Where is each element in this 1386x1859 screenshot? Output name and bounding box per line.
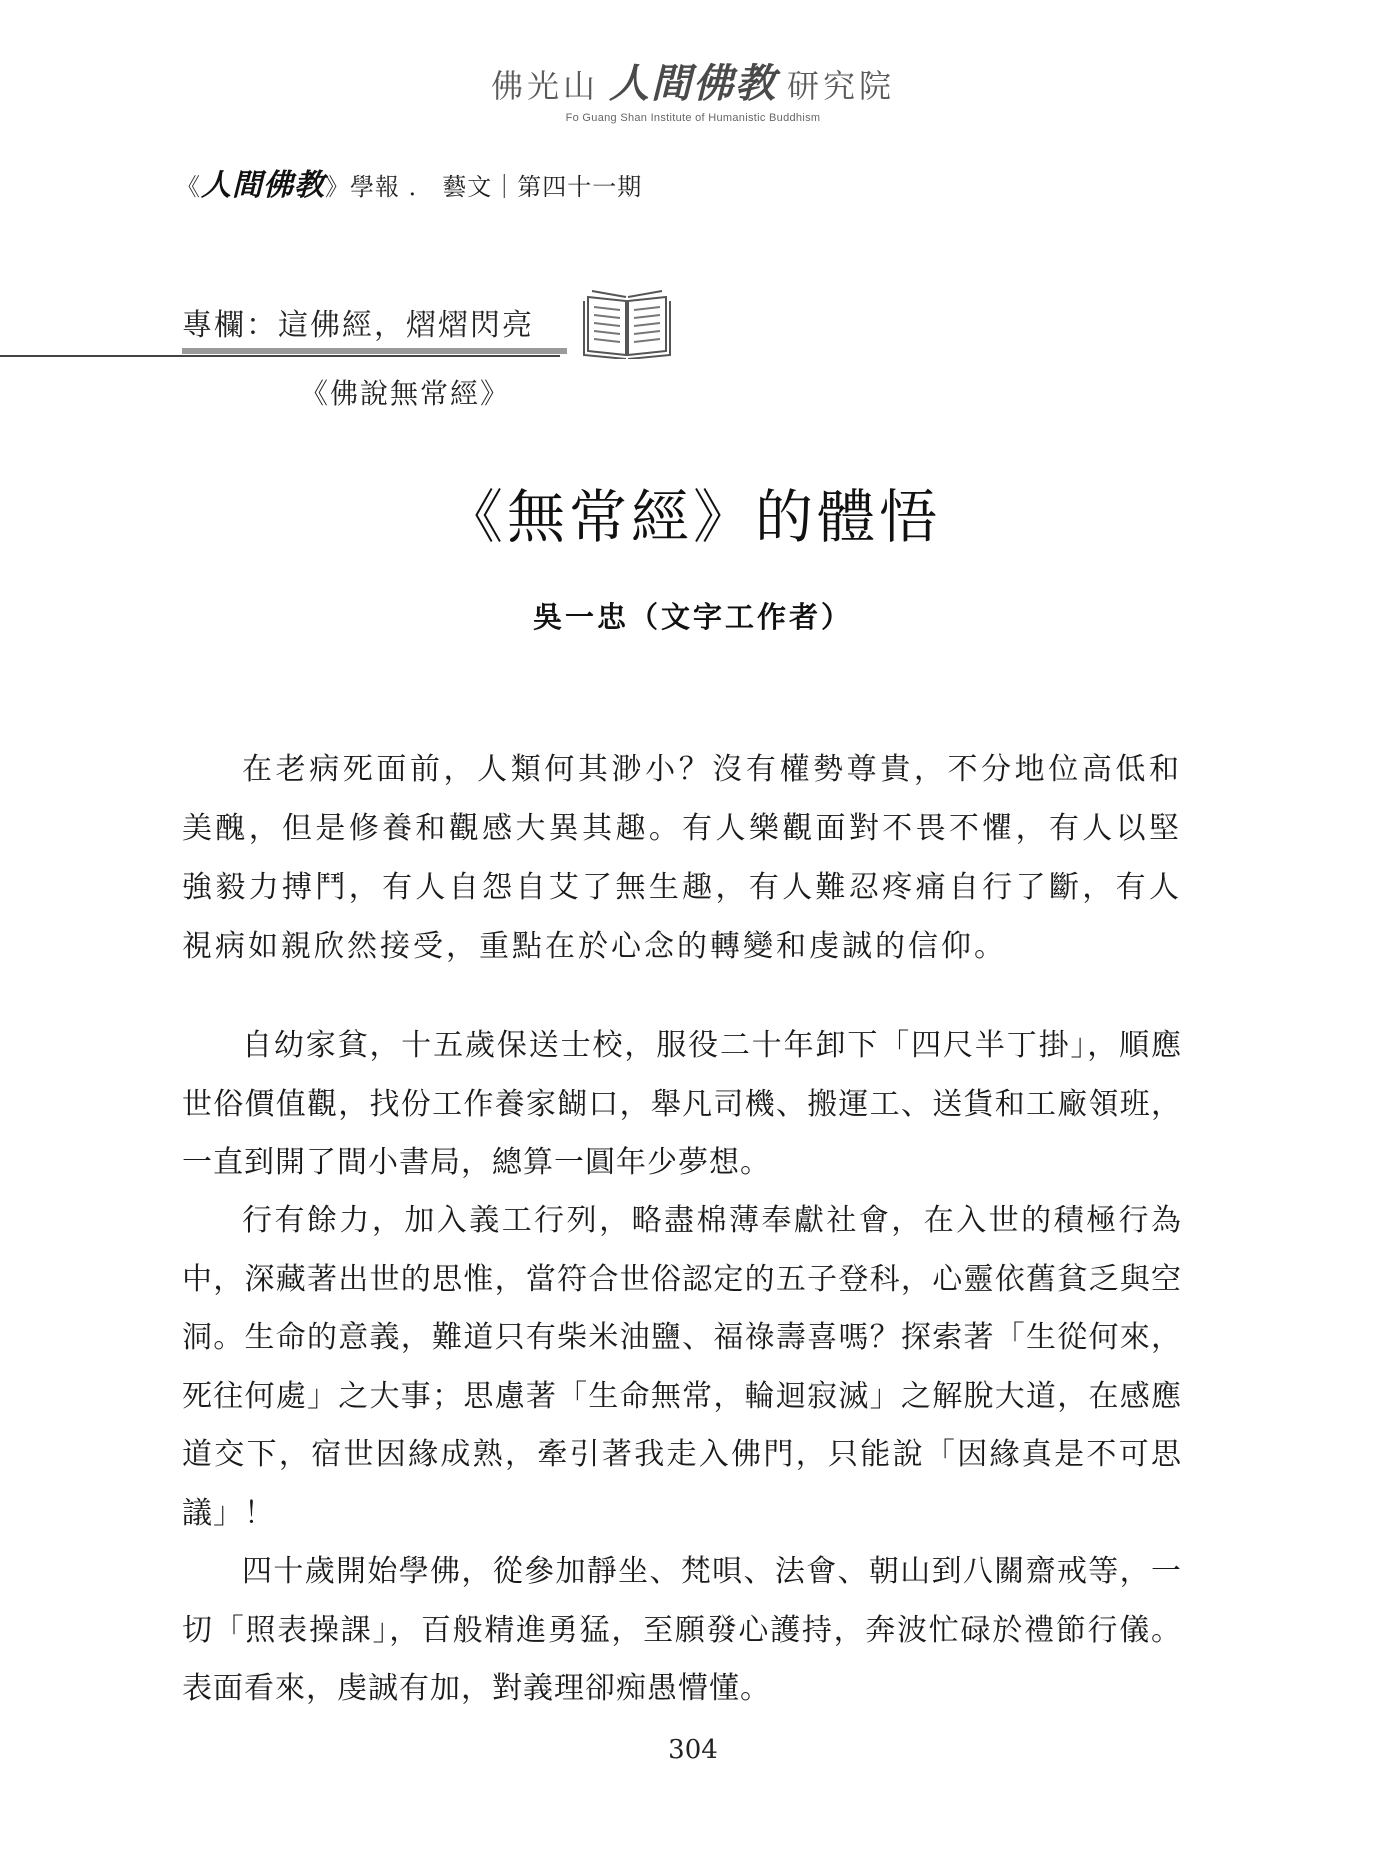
article-title: 《無常經》的體悟: [444, 483, 941, 551]
running-header-open: 《: [176, 173, 201, 201]
running-header: [176, 160, 642, 204]
journal-calligraphy-name: 人間佛教: [201, 168, 325, 203]
open-book-icon: [582, 285, 672, 359]
column-underline: [182, 348, 567, 354]
institute-suffix: 研究院: [787, 67, 896, 105]
column-title: 專欄：這佛經，熠熠閃亮: [182, 308, 534, 343]
article-author: 吳一忠（文字工作者）: [532, 600, 853, 634]
institute-logo: [0, 60, 1386, 124]
institute-calligraphy-name: 人間佛教: [609, 60, 777, 107]
institute-english-name: Fo Guang Shan Institute of Humanistic Buddhism: [565, 112, 821, 124]
paragraph-volunteer: 行有餘力，加入義工行列，略盡棉薄奉獻社會，在入世的積極行為中，深藏著出世的思惟，當符合世俗認定的五子登科，心靈依舊貧乏與空洞。生命的意義，難道只有柴米油鹽、福祿壽喜嗎？探索著「生從何來，死往何處」之大事；思慮著「生命無常，輪迴寂滅」之解脫大道，在感應道交下，宿世因緣成熟，牽引著我走入佛門，只能說「因緣真是不可思議」！: [182, 1203, 1182, 1531]
paragraph-learning-buddhism: 四十歲開始學佛，從參加靜坐、梵唄、法會、朝山到八關齋戒等，一切「照表操課」，百般精進勇猛，至願發心護持，奔波忙碌於禮節行儀。表面看來，虔誠有加，對義理卻痴愚懵懂。: [182, 1554, 1182, 1706]
paragraph-intro: 在老病死面前，人類何其渺小？沒有權勢尊貴，不分地位高低和美醜，但是修養和觀感大異其趣。有人樂觀面對不畏不懼，有人以堅強毅力搏鬥，有人自怨自艾了無生趣，有人難忍疼痛自行了斷，有人視病如親欣然接受，重點在於心念的轉變和虔誠的信仰。: [182, 752, 1182, 964]
column-rule: [0, 355, 560, 357]
page-number: 304: [668, 1735, 718, 1765]
institute-prefix: 佛光山: [490, 67, 599, 105]
running-header-issue: 》學報 ． 藝文｜第四十一期: [325, 173, 643, 201]
paragraph-childhood: 自幼家貧，十五歲保送士校，服役二十年卸下「四尺半丁掛」，順應世俗價值觀，找份工作養家餬口，舉凡司機、搬運工、送貨和工廠領班，一直到開了間小書局，總算一圓年少夢想。: [182, 1028, 1182, 1180]
sutra-subtitle: 《佛說無常經》: [300, 377, 511, 410]
